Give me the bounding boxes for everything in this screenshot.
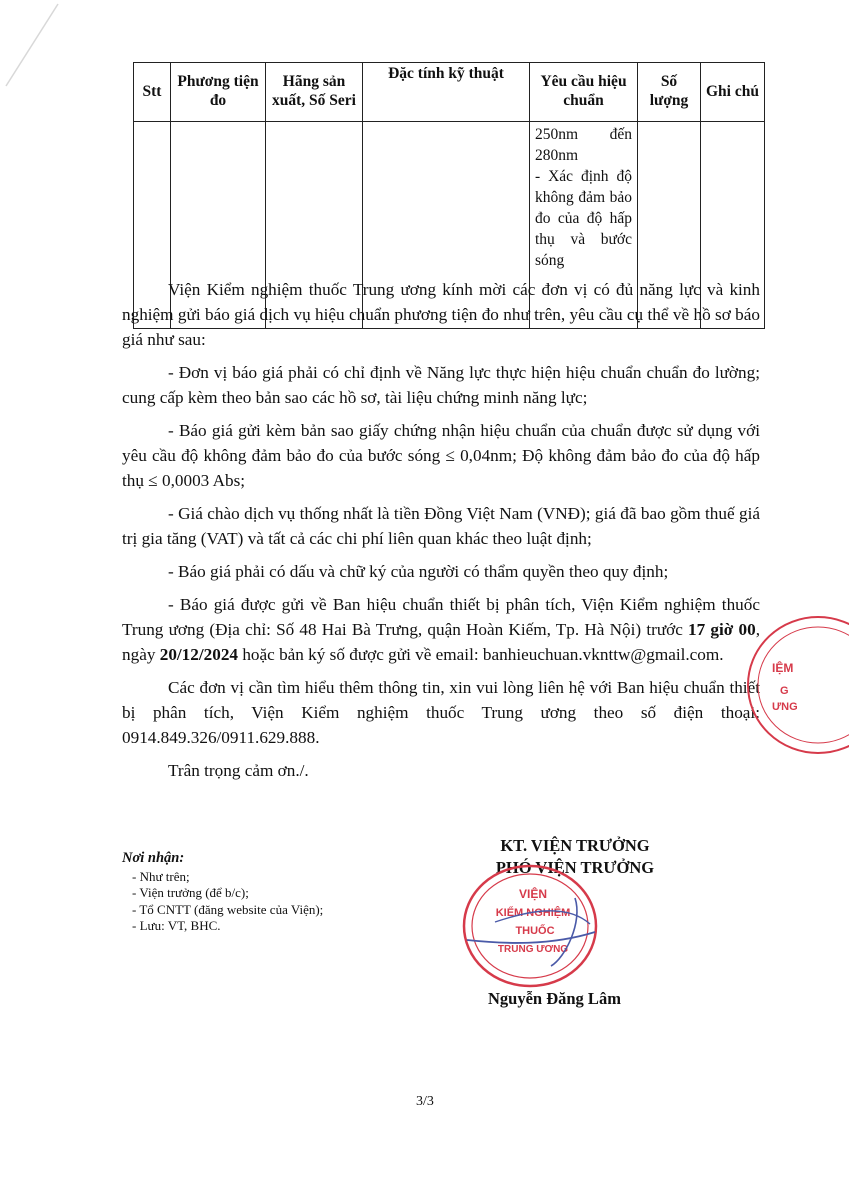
col-header-note: Ghi chú	[701, 63, 765, 122]
svg-text:ƯNG: ƯNG	[772, 701, 798, 713]
signer-name: Nguyễn Đăng Lâm	[488, 989, 621, 1008]
recipient-item: - Tổ CNTT (đăng website của Viện);	[132, 901, 324, 917]
requirement-line: 250nm đến 280nm	[535, 126, 632, 164]
requirement-1: - Đơn vị báo giá phải có chỉ định về Năng lực thực hiện hiệu chuẩn chuẩn đo lường; cung cấp kèm theo bản sao các hồ sơ, tài liệu chứng minh năng lực;	[122, 363, 760, 407]
col-header-instrument: Phương tiện đo	[171, 63, 266, 122]
col-header-stt: Stt	[134, 63, 171, 122]
requirement-3: - Giá chào dịch vụ thống nhất là tiền Đồng Việt Nam (VNĐ); giá đã bao gồm thuế giá trị gia tăng (VAT) và tất cả các chi phí liên quan khác theo luật định;	[122, 504, 760, 548]
svg-text:VIỆN: VIỆN	[518, 887, 548, 901]
svg-text:IỆM: IỆM	[772, 661, 794, 675]
col-header-manufacturer: Hãng sản xuất, Số Seri	[266, 63, 363, 122]
svg-text:G: G	[780, 685, 789, 697]
signature-title: KT. VIỆN TRƯỞNG	[500, 836, 650, 855]
page-number: 3/3	[416, 1094, 434, 1109]
req5-text-a: - Báo giá được gửi về Ban hiệu chuẩn thiết bị phân tích, Viện Kiểm nghiệm thuốc Trung ương (Địa chỉ: Số 48 Hai Bà Trưng, quận Hoàn Kiếm, Tp. Hà Nội) trước	[122, 595, 760, 639]
recipient-item: - Như trên;	[132, 868, 190, 884]
recipient-item: - Viện trưởng (để b/c);	[132, 885, 249, 900]
side-stamp-fragment	[740, 610, 849, 760]
table-header-row	[134, 63, 765, 122]
recipients-heading: Nơi nhận:	[122, 850, 185, 866]
thanks-line: Trân trọng cảm ơn./.	[168, 761, 309, 780]
req5-text-c: hoặc bản ký số được gửi về email: banhieuchuan.vknttw@gmail.com.	[238, 645, 724, 664]
deadline-time: 17 giờ 00	[688, 620, 756, 639]
requirement-5	[122, 592, 760, 667]
deadline-date: 20/12/2024	[159, 645, 239, 664]
recipient-item: - Lưu: VT, BHC.	[132, 918, 221, 933]
official-stamp	[455, 862, 605, 990]
intro-paragraph: Viện Kiểm nghiệm thuốc Trung ương kính mời các đơn vị có đủ năng lực và kinh nghiệm gửi báo giá dịch vụ hiệu chuẩn phương tiện đo như trên, yêu cầu cụ thể về hồ sơ báo giá như sau:	[122, 280, 760, 349]
col-header-requirement: Yêu cầu hiệu chuẩn	[530, 63, 638, 122]
requirement-4: - Báo giá phải có dấu và chữ ký của người có thẩm quyền theo quy định;	[168, 562, 669, 581]
svg-text:THUỐC: THUỐC	[515, 925, 555, 937]
recipients-block	[122, 850, 422, 935]
col-header-specs: Đặc tính kỹ thuật	[363, 63, 530, 122]
letter-body	[122, 277, 760, 791]
svg-text:TRUNG ƯƠNG: TRUNG ƯƠNG	[497, 944, 569, 955]
signature-subtitle: PHÓ VIỆN TRƯỞNG	[495, 858, 655, 877]
requirement-2: - Báo giá gửi kèm bản sao giấy chứng nhận hiệu chuẩn của chuẩn được sử dụng với yêu cầu độ không đảm bảo đo của bước sóng ≤ 0,04nm; Độ không đảm bảo đo của độ hấp thụ ≤ 0,0003 Abs;	[122, 421, 760, 490]
req5-text-b: , ngày	[122, 620, 760, 664]
page-fold-mark	[0, 0, 60, 90]
contact-paragraph: Các đơn vị cần tìm hiểu thêm thông tin, xin vui lòng liên hệ với Ban hiệu chuẩn thiết bị phân tích, Viện Kiểm nghiệm thuốc Trung ương theo số điện thoại: 0914.849.326/0911.629.888.	[122, 678, 760, 747]
svg-text:KIỂM NGHIỆM: KIỂM NGHIỆM	[495, 907, 571, 919]
col-header-quantity: Số lượng	[638, 63, 701, 122]
requirement-line: - Xác định độ không đảm bảo đo của độ hấp thụ và bước sóng	[535, 167, 632, 269]
